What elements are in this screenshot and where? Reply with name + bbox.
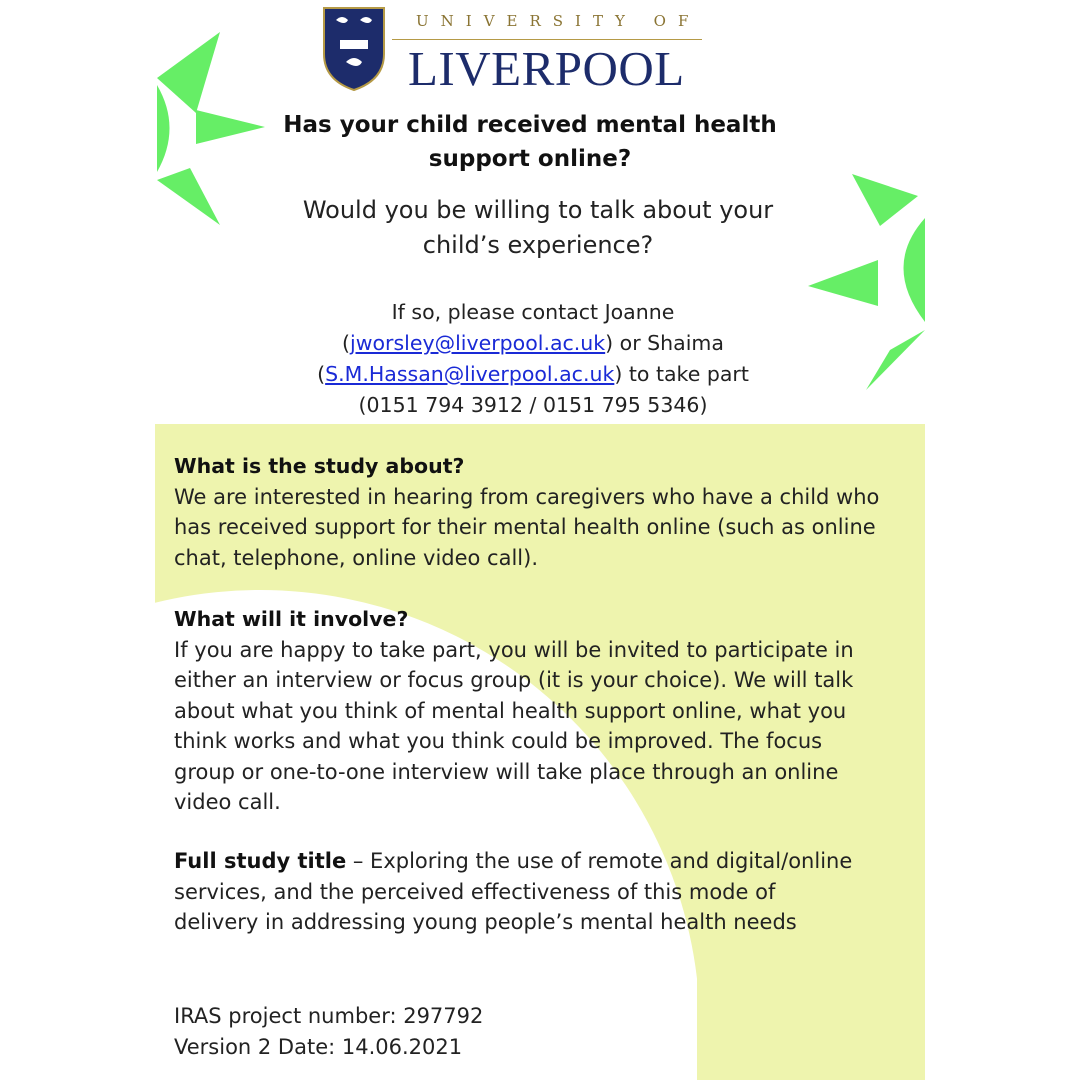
section-about-heading: What is the study about? bbox=[174, 454, 465, 478]
headline-line-1: Has your child received mental health bbox=[283, 112, 777, 138]
email-link-joanne[interactable]: jworsley@liverpool.ac.uk bbox=[350, 331, 606, 355]
headline-line-2: support online? bbox=[428, 146, 632, 172]
full-title-label: Full study title bbox=[174, 849, 347, 873]
section-about bbox=[174, 451, 894, 573]
contact-phones: (0151 794 3912 / 0151 795 5346) bbox=[358, 393, 708, 417]
section-involve-body: If you are happy to take part, you will be invited to participate in either an interview or focus group (it is your choice). We will talk about what you think of mental health support online, what you think works and what you think could be improved. The focus group or one-to-one interview will take place through an online video call. bbox=[174, 637, 854, 814]
subheading-line-2: child’s experience? bbox=[422, 231, 654, 259]
section-involve-heading: What will it involve? bbox=[174, 607, 409, 631]
subheading bbox=[238, 193, 838, 263]
section-about-body: We are interested in hearing from caregivers who have a child who has received support for their mental health online (such as online chat, telephone, online video call). bbox=[174, 484, 880, 570]
logo-university-of: UNIVERSITY OF bbox=[416, 12, 701, 30]
version-date: Version 2 Date: 14.06.2021 bbox=[174, 1034, 463, 1059]
logo-liverpool: LIVERPOOL bbox=[408, 41, 685, 96]
full-title-text: – Exploring the use of remote and digital/online services, and the perceived effectiveness of this mode of delivery in addressing young people’s mental health needs bbox=[174, 849, 853, 934]
contact-take-part: ) to take part bbox=[614, 362, 749, 386]
headline bbox=[230, 108, 830, 176]
contact-block bbox=[238, 297, 828, 421]
contact-line-2: (jworsley@liverpool.ac.uk) or Shaima bbox=[342, 331, 724, 355]
email-link-shaima[interactable]: S.M.Hassan@liverpool.ac.uk bbox=[325, 362, 615, 386]
contact-or-shaima: ) or Shaima bbox=[605, 331, 724, 355]
section-involve bbox=[174, 604, 894, 818]
subheading-line-1: Would you be willing to talk about your bbox=[302, 196, 774, 224]
footer-info bbox=[174, 1001, 894, 1062]
section-full-title bbox=[174, 846, 894, 938]
university-logo bbox=[322, 6, 702, 96]
contact-line-1: If so, please contact Joanne bbox=[391, 300, 675, 324]
iras-number: IRAS project number: 297792 bbox=[174, 1004, 484, 1028]
university-crest-icon bbox=[322, 6, 386, 92]
contact-line-3: (S.M.Hassan@liverpool.ac.uk) to take part bbox=[317, 362, 749, 386]
